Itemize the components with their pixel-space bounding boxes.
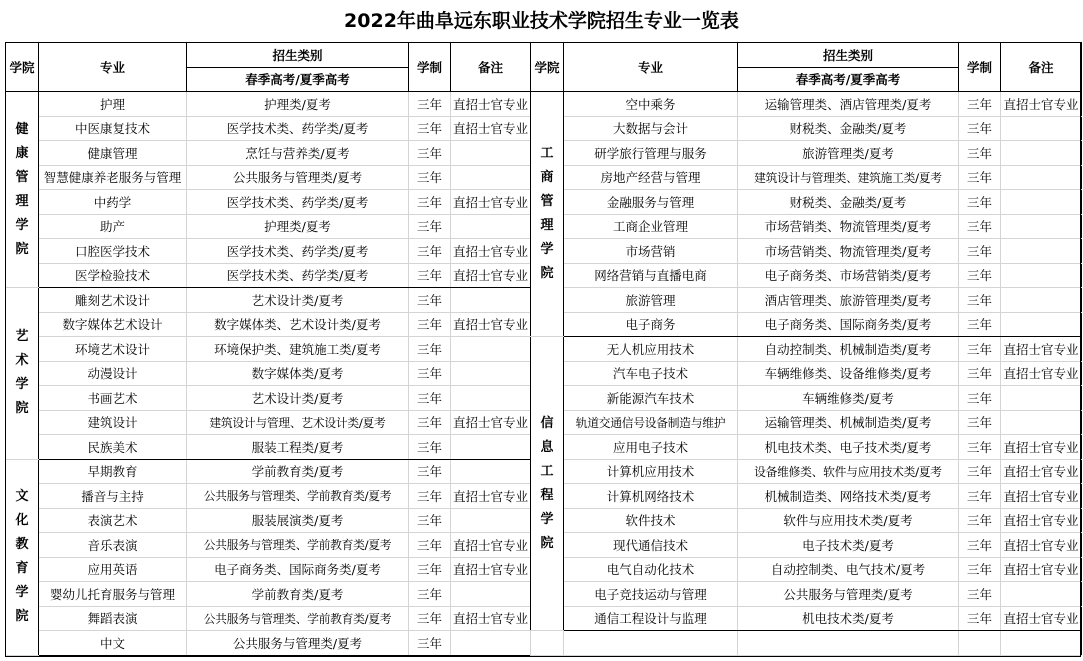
- note-cell: 直招士官专业: [451, 92, 531, 117]
- category-cell: 护理类/夏考: [187, 214, 409, 239]
- category-cell: 自动控制类、电气技术/夏考: [738, 557, 959, 582]
- note-cell: [451, 582, 531, 607]
- note-cell: [1001, 263, 1082, 288]
- duration-cell: 三年: [409, 459, 451, 484]
- category-cell: 酒店管理类、旅游管理类/夏考: [738, 288, 959, 313]
- note-cell: 直招士官专业: [451, 484, 531, 509]
- duration-cell: 三年: [959, 190, 1001, 215]
- major-cell: 电气自动化技术: [564, 557, 738, 582]
- major-cell: 汽车电子技术: [564, 361, 738, 386]
- header-college: 学院: [6, 43, 39, 92]
- duration-cell: 三年: [409, 141, 451, 166]
- table-row: [6, 165, 531, 190]
- major-cell: 应用英语: [39, 557, 187, 582]
- major-cell: 电子商务: [564, 312, 738, 337]
- major-cell: 通信工程设计与监理: [564, 606, 738, 631]
- category-cell: 艺术设计类/夏考: [187, 386, 409, 411]
- note-cell: 直招士官专业: [1001, 508, 1082, 533]
- major-cell: 舞蹈表演: [39, 606, 187, 631]
- table-row: [6, 410, 531, 435]
- page-title: 2022年曲阜远东职业技术学院招生专业一览表: [344, 10, 739, 32]
- major-cell: 助产: [39, 214, 187, 239]
- duration-cell: 三年: [959, 116, 1001, 141]
- table-row: [6, 141, 531, 166]
- duration-cell: 三年: [959, 435, 1001, 460]
- note-cell: [451, 631, 531, 656]
- major-cell: 音乐表演: [39, 533, 187, 558]
- category-cell: 学前教育类/夏考: [187, 459, 409, 484]
- major-cell: 软件技术: [564, 508, 738, 533]
- duration-cell: 三年: [959, 557, 1001, 582]
- category-cell: 运输管理类、酒店管理类/夏考: [738, 92, 959, 117]
- table-row: [6, 288, 531, 313]
- note-cell: [451, 141, 531, 166]
- major-cell: 中药学: [39, 190, 187, 215]
- duration-cell: 三年: [409, 582, 451, 607]
- note-cell: [1001, 214, 1082, 239]
- major-cell: 现代通信技术: [564, 533, 738, 558]
- duration-cell: 三年: [959, 141, 1001, 166]
- header-major: 专业: [39, 43, 187, 92]
- college-cell: 工商管理学院: [531, 92, 564, 337]
- category-cell: 软件与应用技术类/夏考: [738, 508, 959, 533]
- category-cell: 医学技术类、药学类/夏考: [187, 116, 409, 141]
- duration-cell: 三年: [409, 435, 451, 460]
- category-cell: 运输管理类、机械制造类/夏考: [738, 410, 959, 435]
- duration-cell: 三年: [409, 631, 451, 656]
- major-cell: 护理: [39, 92, 187, 117]
- header-category: 招生类别: [187, 43, 409, 68]
- duration-cell: 三年: [409, 165, 451, 190]
- table-row: [531, 435, 1082, 460]
- duration-cell: 三年: [409, 92, 451, 117]
- duration-cell: 三年: [959, 92, 1001, 117]
- header-sub-category: 春季高考/夏季高考: [738, 67, 959, 92]
- major-cell: 智慧健康养老服务与管理: [39, 165, 187, 190]
- duration-cell: 三年: [409, 484, 451, 509]
- table-row: [531, 141, 1082, 166]
- college-cell: 信息工程学院: [531, 337, 564, 631]
- major-cell: 婴幼儿托育服务与管理: [39, 582, 187, 607]
- major-cell: 雕刻艺术设计: [39, 288, 187, 313]
- table-row-empty: [531, 631, 1082, 656]
- empty-cell: [959, 631, 1001, 656]
- table-row: [531, 288, 1082, 313]
- note-cell: [451, 214, 531, 239]
- category-cell: 医学技术类、药学类/夏考: [187, 263, 409, 288]
- category-cell: 电子技术类/夏考: [738, 533, 959, 558]
- note-cell: 直招士官专业: [451, 557, 531, 582]
- category-cell: 公共服务与管理类、学前教育类/夏考: [187, 484, 409, 509]
- note-cell: [1001, 165, 1082, 190]
- table-row: [531, 116, 1082, 141]
- table-row: [531, 312, 1082, 337]
- major-cell: 书画艺术: [39, 386, 187, 411]
- note-cell: [1001, 141, 1082, 166]
- table-row: [6, 214, 531, 239]
- note-cell: [451, 435, 531, 460]
- note-cell: 直招士官专业: [451, 116, 531, 141]
- header-note: 备注: [451, 43, 531, 92]
- category-cell: 电子商务类、国际商务类/夏考: [187, 557, 409, 582]
- table-row: [531, 165, 1082, 190]
- table-row: [531, 386, 1082, 411]
- category-cell: 数字媒体类、艺术设计类/夏考: [187, 312, 409, 337]
- major-cell: 研学旅行管理与服务: [564, 141, 738, 166]
- empty-cell: [531, 631, 564, 656]
- category-cell: 建筑设计与管理类、建筑施工类/夏考: [738, 165, 959, 190]
- note-cell: [451, 386, 531, 411]
- table-row: [6, 337, 531, 362]
- note-cell: [1001, 312, 1082, 337]
- empty-cell: [738, 631, 959, 656]
- major-cell: 中文: [39, 631, 187, 656]
- duration-cell: 三年: [959, 533, 1001, 558]
- note-cell: [1001, 190, 1082, 215]
- category-cell: 建筑设计与管理、艺术设计类/夏考: [187, 410, 409, 435]
- table-row: [531, 263, 1082, 288]
- category-cell: 市场营销类、物流管理类/夏考: [738, 239, 959, 264]
- note-cell: 直招士官专业: [451, 239, 531, 264]
- table-row: [531, 337, 1082, 362]
- major-cell: 计算机应用技术: [564, 459, 738, 484]
- table-row: [6, 557, 531, 582]
- table-row: [531, 190, 1082, 215]
- category-cell: 医学技术类、药学类/夏考: [187, 239, 409, 264]
- duration-cell: 三年: [409, 263, 451, 288]
- college-cell: 文化教育学院: [6, 459, 39, 655]
- category-cell: 医学技术类、药学类/夏考: [187, 190, 409, 215]
- note-cell: [451, 165, 531, 190]
- major-cell: 口腔医学技术: [39, 239, 187, 264]
- major-cell: 建筑设计: [39, 410, 187, 435]
- duration-cell: 三年: [959, 361, 1001, 386]
- note-cell: 直招士官专业: [451, 410, 531, 435]
- duration-cell: 三年: [959, 386, 1001, 411]
- major-cell: 新能源汽车技术: [564, 386, 738, 411]
- note-cell: 直招士官专业: [1001, 533, 1082, 558]
- duration-cell: 三年: [409, 508, 451, 533]
- duration-cell: 三年: [959, 582, 1001, 607]
- table-row: [531, 484, 1082, 509]
- category-cell: 自动控制类、机械制造类/夏考: [738, 337, 959, 362]
- duration-cell: 三年: [959, 239, 1001, 264]
- table-row: [531, 533, 1082, 558]
- category-cell: 电子商务类、市场营销类/夏考: [738, 263, 959, 288]
- table-row: [6, 386, 531, 411]
- duration-cell: 三年: [959, 288, 1001, 313]
- note-cell: [1001, 288, 1082, 313]
- major-cell: 轨道交通信号设备制造与维护: [564, 410, 738, 435]
- empty-cell: [1001, 631, 1082, 656]
- table-row: [531, 508, 1082, 533]
- category-cell: 财税类、金融类/夏考: [738, 116, 959, 141]
- header-note: 备注: [1001, 43, 1082, 92]
- major-cell: 环境艺术设计: [39, 337, 187, 362]
- major-cell: 早期教育: [39, 459, 187, 484]
- note-cell: 直招士官专业: [1001, 557, 1082, 582]
- note-cell: [451, 288, 531, 313]
- major-cell: 电子竞技运动与管理: [564, 582, 738, 607]
- header-sub-category: 春季高考/夏季高考: [187, 67, 409, 92]
- duration-cell: 三年: [409, 557, 451, 582]
- category-cell: 艺术设计类/夏考: [187, 288, 409, 313]
- major-cell: 动漫设计: [39, 361, 187, 386]
- category-cell: 公共服务与管理类、学前教育类/夏考: [187, 606, 409, 631]
- duration-cell: 三年: [959, 484, 1001, 509]
- category-cell: 市场营销类、物流管理类/夏考: [738, 214, 959, 239]
- duration-cell: 三年: [409, 239, 451, 264]
- table-row: [531, 239, 1082, 264]
- major-cell: 数字媒体艺术设计: [39, 312, 187, 337]
- category-cell: 机械制造类、网络技术类/夏考: [738, 484, 959, 509]
- major-cell: 空中乘务: [564, 92, 738, 117]
- major-cell: 房地产经营与管理: [564, 165, 738, 190]
- category-cell: 环境保护类、建筑施工类/夏考: [187, 337, 409, 362]
- note-cell: 直招士官专业: [451, 312, 531, 337]
- duration-cell: 三年: [409, 190, 451, 215]
- note-cell: 直招士官专业: [451, 190, 531, 215]
- note-cell: 直招士官专业: [451, 606, 531, 631]
- major-cell: 民族美术: [39, 435, 187, 460]
- category-cell: 服装工程类/夏考: [187, 435, 409, 460]
- note-cell: 直招士官专业: [1001, 459, 1082, 484]
- duration-cell: 三年: [959, 263, 1001, 288]
- table-row: [531, 410, 1082, 435]
- major-cell: 金融服务与管理: [564, 190, 738, 215]
- category-cell: 护理类/夏考: [187, 92, 409, 117]
- category-cell: 公共服务与管理类、学前教育类/夏考: [187, 533, 409, 558]
- category-cell: 设备维修类、软件与应用技术类/夏考: [738, 459, 959, 484]
- note-cell: 直招士官专业: [1001, 361, 1082, 386]
- header-major: 专业: [564, 43, 738, 92]
- header-duration: 学制: [409, 43, 451, 92]
- note-cell: 直招士官专业: [1001, 92, 1082, 117]
- note-cell: [1001, 410, 1082, 435]
- table-row: [6, 582, 531, 607]
- major-cell: 网络营销与直播电商: [564, 263, 738, 288]
- major-cell: 大数据与会计: [564, 116, 738, 141]
- table-row: [6, 190, 531, 215]
- category-cell: 机电技术类/夏考: [738, 606, 959, 631]
- header-duration: 学制: [959, 43, 1001, 92]
- duration-cell: 三年: [959, 508, 1001, 533]
- note-cell: [451, 508, 531, 533]
- note-cell: 直招士官专业: [1001, 435, 1082, 460]
- table-row: [6, 239, 531, 264]
- right-table: [530, 42, 1082, 656]
- category-cell: 电子商务类、国际商务类/夏考: [738, 312, 959, 337]
- duration-cell: 三年: [959, 165, 1001, 190]
- table-row: [6, 116, 531, 141]
- note-cell: 直招士官专业: [1001, 337, 1082, 362]
- table-row: [6, 263, 531, 288]
- category-cell: 机电技术类、电子技术类/夏考: [738, 435, 959, 460]
- table-row: [6, 92, 531, 117]
- major-cell: 无人机应用技术: [564, 337, 738, 362]
- note-cell: [1001, 386, 1082, 411]
- table-row: [6, 631, 531, 656]
- major-cell: 播音与主持: [39, 484, 187, 509]
- category-cell: 服装展演类/夏考: [187, 508, 409, 533]
- duration-cell: 三年: [409, 361, 451, 386]
- table-row: [6, 484, 531, 509]
- major-cell: 旅游管理: [564, 288, 738, 313]
- major-cell: 市场营销: [564, 239, 738, 264]
- duration-cell: 三年: [409, 410, 451, 435]
- category-cell: 财税类、金融类/夏考: [738, 190, 959, 215]
- college-cell: 健康管理学院: [6, 92, 39, 288]
- note-cell: [1001, 239, 1082, 264]
- table-row: [6, 606, 531, 631]
- duration-cell: 三年: [409, 533, 451, 558]
- category-cell: 公共服务与管理类/夏考: [738, 582, 959, 607]
- note-cell: [451, 337, 531, 362]
- category-cell: 数字媒体类/夏考: [187, 361, 409, 386]
- table-row: [531, 214, 1082, 239]
- major-cell: 计算机网络技术: [564, 484, 738, 509]
- table-row: [6, 459, 531, 484]
- table-row: [531, 361, 1082, 386]
- table-row: [531, 606, 1082, 631]
- note-cell: 直招士官专业: [451, 533, 531, 558]
- header-category: 招生类别: [738, 43, 959, 68]
- note-cell: 直招士官专业: [1001, 484, 1082, 509]
- note-cell: [1001, 116, 1082, 141]
- major-cell: 表演艺术: [39, 508, 187, 533]
- note-cell: 直招士官专业: [1001, 606, 1082, 631]
- duration-cell: 三年: [959, 337, 1001, 362]
- note-cell: [1001, 582, 1082, 607]
- empty-cell: [564, 631, 738, 656]
- table-row: [6, 508, 531, 533]
- note-cell: [451, 459, 531, 484]
- table-row: [531, 557, 1082, 582]
- category-cell: 旅游管理类/夏考: [738, 141, 959, 166]
- major-cell: 应用电子技术: [564, 435, 738, 460]
- left-table: [5, 42, 531, 656]
- category-cell: 车辆维修类、设备维修类/夏考: [738, 361, 959, 386]
- table-row: [531, 459, 1082, 484]
- duration-cell: 三年: [409, 606, 451, 631]
- duration-cell: 三年: [409, 214, 451, 239]
- duration-cell: 三年: [959, 459, 1001, 484]
- note-cell: 直招士官专业: [451, 263, 531, 288]
- duration-cell: 三年: [409, 386, 451, 411]
- table-row: [531, 582, 1082, 607]
- duration-cell: 三年: [409, 288, 451, 313]
- header-college: 学院: [531, 43, 564, 92]
- duration-cell: 三年: [409, 312, 451, 337]
- duration-cell: 三年: [959, 606, 1001, 631]
- major-cell: 健康管理: [39, 141, 187, 166]
- category-cell: 车辆维修类/夏考: [738, 386, 959, 411]
- category-cell: 烹饪与营养类/夏考: [187, 141, 409, 166]
- table-row: [6, 361, 531, 386]
- table-row: [531, 92, 1082, 117]
- note-cell: [451, 361, 531, 386]
- table-row: [6, 312, 531, 337]
- duration-cell: 三年: [409, 337, 451, 362]
- major-cell: 医学检验技术: [39, 263, 187, 288]
- major-cell: 中医康复技术: [39, 116, 187, 141]
- duration-cell: 三年: [959, 312, 1001, 337]
- major-cell: 工商企业管理: [564, 214, 738, 239]
- duration-cell: 三年: [959, 214, 1001, 239]
- category-cell: 学前教育类/夏考: [187, 582, 409, 607]
- duration-cell: 三年: [959, 410, 1001, 435]
- table-row: [6, 435, 531, 460]
- category-cell: 公共服务与管理类/夏考: [187, 165, 409, 190]
- duration-cell: 三年: [409, 116, 451, 141]
- college-cell: 艺术学院: [6, 288, 39, 460]
- category-cell: 公共服务与管理类/夏考: [187, 631, 409, 656]
- table-row: [6, 533, 531, 558]
